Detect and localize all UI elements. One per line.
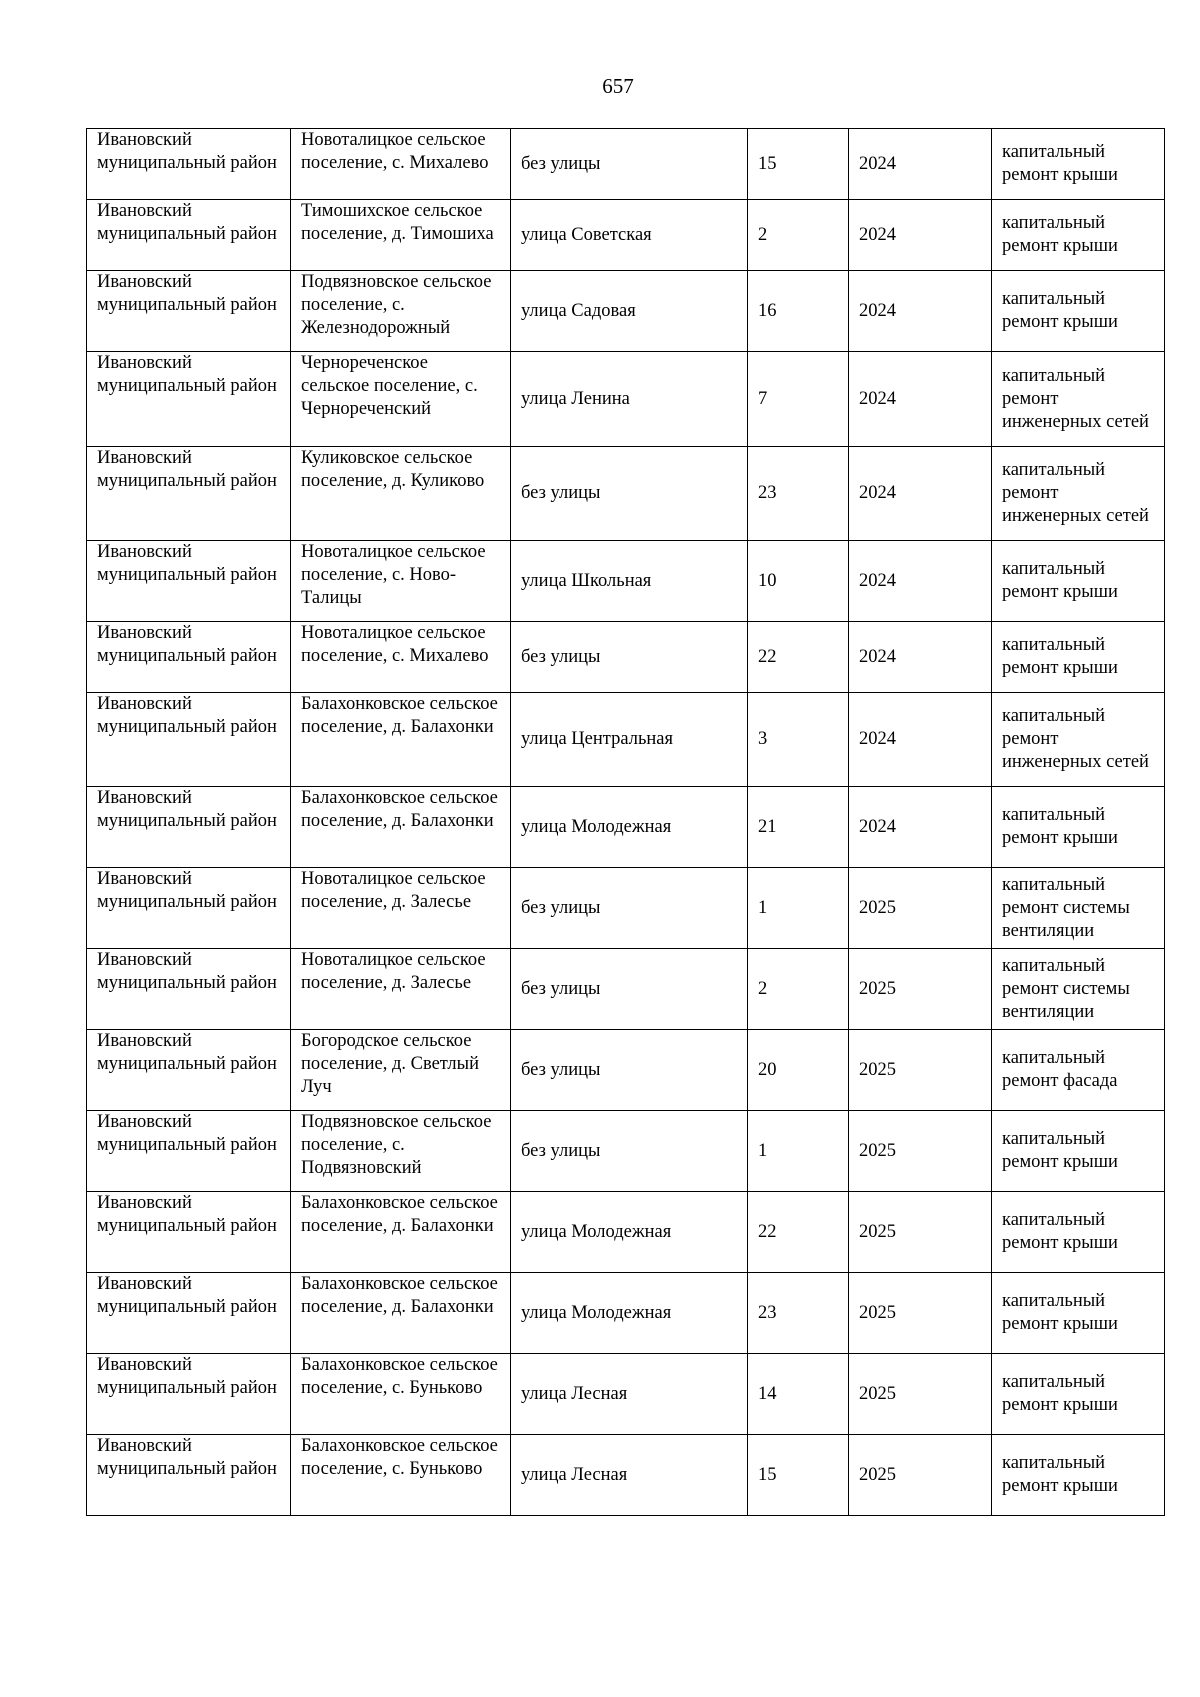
house-number-cell: 20 <box>748 1030 849 1111</box>
table-row <box>87 787 1165 868</box>
district-cell: Ивановский муниципальный район <box>87 1111 291 1192</box>
district-cell: Ивановский муниципальный район <box>87 1192 291 1273</box>
year-cell: 2025 <box>849 1435 992 1516</box>
table-row <box>87 1192 1165 1273</box>
work-type-cell: капитальный ремонт системы вентиляции <box>992 949 1165 1030</box>
year-cell: 2024 <box>849 622 992 693</box>
work-type-cell: капитальный ремонт крыши <box>992 200 1165 271</box>
district-cell: Ивановский муниципальный район <box>87 693 291 787</box>
settlement-cell: Новоталицкое сельское поселение, д. Залесье <box>291 949 511 1030</box>
work-type-cell: капитальный ремонт крыши <box>992 787 1165 868</box>
street-cell: без улицы <box>511 1111 748 1192</box>
settlement-cell: Новоталицкое сельское поселение, д. Залесье <box>291 868 511 949</box>
year-cell: 2025 <box>849 1192 992 1273</box>
settlement-cell: Новоталицкое сельское поселение, с. Ново-Талицы <box>291 541 511 622</box>
house-number-cell: 10 <box>748 541 849 622</box>
table-row <box>87 1273 1165 1354</box>
table-row <box>87 129 1165 200</box>
street-cell: улица Советская <box>511 200 748 271</box>
settlement-cell: Тимошихское сельское поселение, д. Тимошиха <box>291 200 511 271</box>
year-cell: 2024 <box>849 541 992 622</box>
district-cell: Ивановский муниципальный район <box>87 1435 291 1516</box>
work-type-cell: капитальный ремонт инженерных сетей <box>992 447 1165 541</box>
table-row <box>87 1354 1165 1435</box>
district-cell: Ивановский муниципальный район <box>87 271 291 352</box>
district-cell: Ивановский муниципальный район <box>87 352 291 447</box>
house-number-cell: 16 <box>748 271 849 352</box>
year-cell: 2024 <box>849 200 992 271</box>
street-cell: без улицы <box>511 1030 748 1111</box>
year-cell: 2025 <box>849 1354 992 1435</box>
housing-repair-table <box>86 128 1165 1516</box>
street-cell: без улицы <box>511 447 748 541</box>
settlement-cell: Новоталицкое сельское поселение, с. Михалево <box>291 129 511 200</box>
house-number-cell: 23 <box>748 1273 849 1354</box>
year-cell: 2025 <box>849 1030 992 1111</box>
page-number: 657 <box>602 74 634 98</box>
street-cell: улица Молодежная <box>511 1192 748 1273</box>
work-type-cell: капитальный ремонт крыши <box>992 541 1165 622</box>
year-cell: 2024 <box>849 271 992 352</box>
work-type-cell: капитальный ремонт крыши <box>992 129 1165 200</box>
district-cell: Ивановский муниципальный район <box>87 1273 291 1354</box>
work-type-cell: капитальный ремонт крыши <box>992 1192 1165 1273</box>
year-cell: 2025 <box>849 868 992 949</box>
work-type-cell: капитальный ремонт крыши <box>992 1111 1165 1192</box>
district-cell: Ивановский муниципальный район <box>87 200 291 271</box>
work-type-cell: капитальный ремонт крыши <box>992 1354 1165 1435</box>
settlement-cell: Балахонковское сельское поселение, д. Балахонки <box>291 1192 511 1273</box>
house-number-cell: 1 <box>748 1111 849 1192</box>
district-cell: Ивановский муниципальный район <box>87 622 291 693</box>
year-cell: 2025 <box>849 949 992 1030</box>
table-row <box>87 1435 1165 1516</box>
street-cell: улица Центральная <box>511 693 748 787</box>
district-cell: Ивановский муниципальный район <box>87 868 291 949</box>
street-cell: без улицы <box>511 949 748 1030</box>
settlement-cell: Подвязновское сельское поселение, с. Подвязновский <box>291 1111 511 1192</box>
settlement-cell: Куликовское сельское поселение, д. Куликово <box>291 447 511 541</box>
street-cell: улица Ленина <box>511 352 748 447</box>
table-row <box>87 271 1165 352</box>
house-number-cell: 22 <box>748 1192 849 1273</box>
table-row <box>87 949 1165 1030</box>
settlement-cell: Богородское сельское поселение, д. Светлый Луч <box>291 1030 511 1111</box>
house-number-cell: 14 <box>748 1354 849 1435</box>
year-cell: 2024 <box>849 129 992 200</box>
house-number-cell: 22 <box>748 622 849 693</box>
table-row <box>87 200 1165 271</box>
work-type-cell: капитальный ремонт системы вентиляции <box>992 868 1165 949</box>
district-cell: Ивановский муниципальный район <box>87 1354 291 1435</box>
district-cell: Ивановский муниципальный район <box>87 949 291 1030</box>
district-cell: Ивановский муниципальный район <box>87 541 291 622</box>
settlement-cell: Балахонковское сельское поселение, с. Буньково <box>291 1435 511 1516</box>
street-cell: без улицы <box>511 129 748 200</box>
table-row <box>87 622 1165 693</box>
table-row <box>87 447 1165 541</box>
street-cell: улица Школьная <box>511 541 748 622</box>
settlement-cell: Балахонковское сельское поселение, д. Балахонки <box>291 787 511 868</box>
street-cell: без улицы <box>511 868 748 949</box>
year-cell: 2025 <box>849 1273 992 1354</box>
house-number-cell: 2 <box>748 949 849 1030</box>
year-cell: 2024 <box>849 447 992 541</box>
year-cell: 2025 <box>849 1111 992 1192</box>
table-row <box>87 1111 1165 1192</box>
table-row <box>87 868 1165 949</box>
table-row <box>87 352 1165 447</box>
street-cell: улица Лесная <box>511 1435 748 1516</box>
house-number-cell: 15 <box>748 1435 849 1516</box>
work-type-cell: капитальный ремонт крыши <box>992 1435 1165 1516</box>
street-cell: улица Лесная <box>511 1354 748 1435</box>
settlement-cell: Балахонковское сельское поселение, д. Балахонки <box>291 693 511 787</box>
settlement-cell: Чернореченское сельское поселение, с. Чернореченский <box>291 352 511 447</box>
district-cell: Ивановский муниципальный район <box>87 129 291 200</box>
district-cell: Ивановский муниципальный район <box>87 787 291 868</box>
work-type-cell: капитальный ремонт крыши <box>992 622 1165 693</box>
work-type-cell: капитальный ремонт фасада <box>992 1030 1165 1111</box>
table-row <box>87 1030 1165 1111</box>
house-number-cell: 15 <box>748 129 849 200</box>
work-type-cell: капитальный ремонт крыши <box>992 1273 1165 1354</box>
table-row <box>87 541 1165 622</box>
settlement-cell: Балахонковское сельское поселение, д. Балахонки <box>291 1273 511 1354</box>
work-type-cell: капитальный ремонт инженерных сетей <box>992 352 1165 447</box>
house-number-cell: 3 <box>748 693 849 787</box>
house-number-cell: 21 <box>748 787 849 868</box>
district-cell: Ивановский муниципальный район <box>87 447 291 541</box>
district-cell: Ивановский муниципальный район <box>87 1030 291 1111</box>
house-number-cell: 23 <box>748 447 849 541</box>
street-cell: улица Молодежная <box>511 787 748 868</box>
street-cell: улица Молодежная <box>511 1273 748 1354</box>
house-number-cell: 1 <box>748 868 849 949</box>
year-cell: 2024 <box>849 787 992 868</box>
work-type-cell: капитальный ремонт инженерных сетей <box>992 693 1165 787</box>
settlement-cell: Новоталицкое сельское поселение, с. Михалево <box>291 622 511 693</box>
work-type-cell: капитальный ремонт крыши <box>992 271 1165 352</box>
street-cell: без улицы <box>511 622 748 693</box>
settlement-cell: Балахонковское сельское поселение, с. Буньково <box>291 1354 511 1435</box>
year-cell: 2024 <box>849 693 992 787</box>
house-number-cell: 7 <box>748 352 849 447</box>
house-number-cell: 2 <box>748 200 849 271</box>
settlement-cell: Подвязновское сельское поселение, с. Железнодорожный <box>291 271 511 352</box>
street-cell: улица Садовая <box>511 271 748 352</box>
year-cell: 2024 <box>849 352 992 447</box>
table-row <box>87 693 1165 787</box>
